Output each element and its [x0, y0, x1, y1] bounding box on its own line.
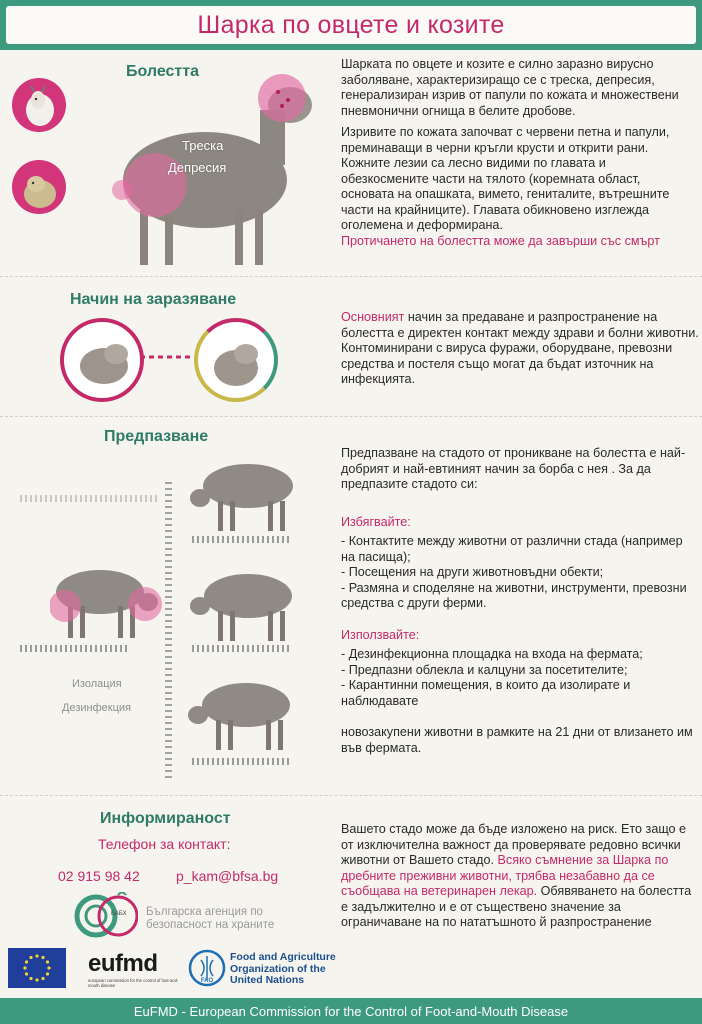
- healthy-sheep-circle: [60, 318, 144, 402]
- sheep-face-icon: [198, 322, 274, 398]
- section-heading-transmission: Начин на заразяване: [70, 291, 237, 308]
- bfsa-logo: [74, 892, 138, 938]
- section-divider: [0, 795, 702, 796]
- sheep-icon: [186, 675, 296, 755]
- bfsa-logo-icon: [74, 892, 138, 938]
- prevention-intro: Предпазване на стадото от проникване на болестта е най-добрият и най-евтиният начин за борба с нея . За да предпазите стадото си:: [341, 446, 686, 491]
- disease-text: [341, 57, 697, 255]
- phone-label: Телефон за контакт:: [98, 836, 231, 852]
- use-item: - Дезинфекционна площадка на входа на фермата;: [341, 647, 643, 661]
- sheep-icon: [50, 564, 162, 644]
- fence-horizontal: [20, 645, 130, 652]
- transmission-body: начин за предаване и разпространение на болестта е директен контакт между здрави и болни животни. Контоминирани с вируса фуражи, оборудване, превозни средства и постеля също могат да бъдат източник на инфекцията.: [341, 310, 699, 386]
- contact-dashes: [140, 354, 194, 360]
- use-item: - Предпазни облекла и калцуни за посетителите;: [341, 662, 628, 677]
- use-item: - Карантинни помещения, в които да изолирате и наблюдавате: [341, 678, 631, 708]
- fao-name-line1: Food and Agriculture: [230, 951, 336, 963]
- healthy-sheep-1: [188, 456, 298, 536]
- label-disinfection: Дезинфекция: [62, 702, 131, 714]
- transmission-text: [341, 310, 699, 388]
- eufmd-logo: [88, 950, 180, 990]
- prevention-after: новозакупени животни в рамките на 21 дни от влизането им във фермата.: [341, 725, 693, 755]
- healthy-sheep-3: [186, 675, 296, 755]
- label-fever: Треска: [182, 138, 224, 153]
- info-text-pink: Всяко съмнение за Шарка по дребните преживни животни, трябва незабавно да се съобщава на ветеринарен лекар.: [341, 853, 669, 898]
- transmission-lead: Основният: [341, 310, 405, 324]
- sheep-face-icon: [12, 160, 66, 214]
- avoid-item: - Размяна и споделяне на животни, инструменти, превозни средства с други ферми.: [341, 580, 687, 610]
- fao-name-line2: Organization of the: [230, 962, 326, 975]
- agency-name: [146, 906, 274, 932]
- eu-flag: [8, 948, 66, 988]
- section-heading-info: Информираност: [100, 810, 231, 827]
- agency-name-line1: Българска агенция по: [146, 906, 263, 918]
- eufmd-wordmark: eufmd: [88, 950, 158, 977]
- info-text: [341, 822, 701, 931]
- fao-name-line3: United Nations: [230, 974, 305, 986]
- isolated-sick-sheep: [50, 564, 162, 644]
- disease-para-1: Шарката по овцете и козите е силно заразно вирусно заболяване, характеризиращо се с треска, депресия, генерализиран изрив от папули по кожата и множествени пневмонични огнища в белите дробове.: [341, 57, 679, 118]
- infected-sheep-circle: [194, 318, 278, 402]
- fence-horizontal: [192, 536, 292, 543]
- sheep-icon: [188, 456, 298, 536]
- prevention-text: [341, 446, 699, 756]
- header-panel: [6, 6, 696, 44]
- fao-name: [230, 952, 336, 987]
- disease-para-3: Протичането на болестта може да завърши със смърт: [341, 233, 660, 248]
- avoid-heading: Избягвайте:: [341, 514, 411, 529]
- disease-para-2: Изривите по кожата започват с червени петна и папули, преминаващи в черни кръгли крусти и открити рани. Кожните лезии са лесно видими по главата и обезкосмените части на тялото (коремната област, основата на опашката, вимето, гениталите, вътрешните части на крайниците). Главата обикновено изглежда оголемена и деформирана.: [341, 125, 670, 232]
- avoid-item: - Контактите между животни от различни стада (например на пасища);: [341, 534, 683, 564]
- goat-photo: [12, 78, 66, 132]
- label-depression: Депресия: [168, 160, 227, 175]
- healthy-sheep-2: [188, 566, 298, 646]
- fence-horizontal: [192, 758, 292, 765]
- info-text-end: Обявяването на болестта е задължително и е от съществено значение за ограничаване на по нататъшното й разпространение: [341, 884, 692, 929]
- fence-horizontal: [20, 495, 160, 502]
- sheep-icon: [188, 566, 298, 646]
- agency-name-line2: безопасност на храните: [146, 919, 275, 931]
- goat-icon: [12, 78, 66, 132]
- phone-number[interactable]: 02 915 98 42: [58, 868, 140, 884]
- email-link[interactable]: p_kam@bfsa.bg: [176, 868, 279, 884]
- fao-logo: [188, 948, 226, 988]
- sheep-photo: [12, 160, 66, 214]
- section-divider: [0, 276, 702, 277]
- bfsa-abbr: БАБХ: [111, 911, 127, 917]
- use-heading: Използвайте:: [341, 627, 420, 642]
- eufmd-subtitle: european commission for the control of foot-and-mouth disease: [88, 978, 179, 988]
- section-divider: [0, 416, 702, 417]
- footer-text: EuFMD - European Commission for the Control of Foot-and-Mouth Disease: [133, 1003, 569, 1019]
- fence-horizontal: [192, 645, 292, 652]
- section-heading-prevention: Предпазване: [104, 428, 209, 445]
- fence-vertical: [165, 478, 172, 778]
- header-bar: [0, 0, 702, 50]
- fao-badge: FAO: [200, 978, 214, 984]
- section-heading-disease: Болестта: [126, 63, 199, 80]
- info-text-normal: Вашето стадо може да бъде изложено на риск. Ето защо е от изключителна важност да проверявате редовно всички животни от Вашето стадо.: [341, 822, 687, 867]
- label-isolation: Изолация: [72, 678, 122, 690]
- eu-stars-icon: [8, 948, 66, 988]
- avoid-item: - Посещения на други животновъдни обекти;: [341, 565, 604, 579]
- footer-bar: [0, 998, 702, 1024]
- sheep-face-icon: [64, 322, 140, 398]
- page-title: Шарка по овцете и козите: [197, 10, 505, 39]
